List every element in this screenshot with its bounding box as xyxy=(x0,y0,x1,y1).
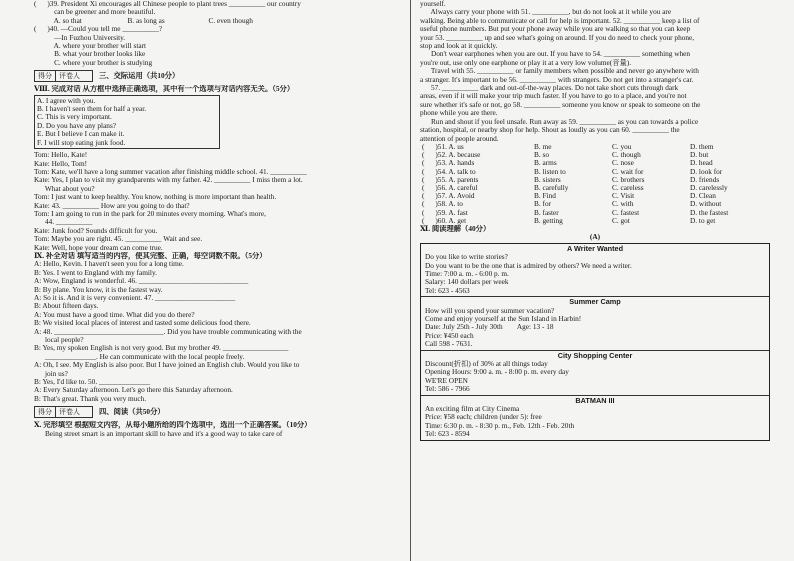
dialog-line: Tom: Maybe you are right. 45. __________ Wait and see. xyxy=(34,235,203,244)
ad-line: Tel: 623 - 4563 xyxy=(425,286,470,295)
option-cell: B. faster xyxy=(534,207,559,217)
dialog-line: B: Yes. I went to England with my family. xyxy=(34,268,157,277)
passage-start: Being street smart is an important skill to have and it's a good way to take care of xyxy=(34,429,283,438)
ad-line: Time: 7:00 a. m. - 6:00 p. m. xyxy=(425,269,509,278)
option-cell: ( )56. A. careful xyxy=(422,182,478,192)
ad-line: Price: ¥450 each xyxy=(425,331,474,340)
ad-line: Discount(折扣) of 30% at all things today xyxy=(425,360,548,369)
dialog-line: B: About fifteen days. xyxy=(34,302,99,311)
option-cell: ( )55. A. parents xyxy=(422,174,479,184)
dialog-line: ______________. He can communicate with the local people freely. xyxy=(34,352,245,361)
dialog-line: A: You must have a good time. What did you do there? xyxy=(34,310,195,319)
score-label: 得分 xyxy=(35,407,56,417)
ad-title: A Writer Wanted xyxy=(566,243,624,253)
ad-line: An exciting film at City Cinema xyxy=(425,405,520,414)
option-cell: C. you xyxy=(612,141,632,151)
dialog-line: A: So it is. And it is very convenient. 47. ______________________ xyxy=(34,294,236,302)
question-line: A. so that B. as long as C. even though xyxy=(34,16,253,25)
cloze-options xyxy=(420,143,766,225)
option-cell: ( )54. A. talk to xyxy=(422,166,476,176)
question-line: ( )39. President Xi encourages all Chinese people to plant trees __________ our country xyxy=(34,0,301,8)
option-cell: C. with xyxy=(612,199,634,209)
option-item: D. Do you have any plans? xyxy=(37,121,117,130)
option-item: F. I will stop eating junk food. xyxy=(37,138,126,147)
ad-line: Tel: 586 - 7966 xyxy=(425,385,470,394)
section-9-title: Ⅸ. 补全对话 填写适当的内容，使其完整、正确，每空词数不限。（5分） xyxy=(34,251,267,260)
dialog-line: Tom: I am going to run in the park for 20 minutes every morning. What's more, xyxy=(34,209,266,218)
dialog-line: A: Hello, Kevin. I haven't seen you for a long time. xyxy=(34,260,184,269)
section-11-title: Ⅺ. 阅读理解（40分） xyxy=(420,224,491,233)
ad-line: Salary: 140 dollars per week xyxy=(425,278,509,287)
option-cell: D. to get xyxy=(690,215,716,225)
ad-title: Summer Camp xyxy=(569,297,621,307)
option-cell: ( )53. A. hands xyxy=(422,158,475,168)
option-cell: C. brothers xyxy=(612,174,645,184)
option-cell: C. wait for xyxy=(612,166,644,176)
option-cell: C. nose xyxy=(612,158,634,168)
section-3-header xyxy=(34,69,396,83)
section-4-title: 四、阅读（共50分） xyxy=(99,407,165,417)
passage-line: areas, even if it will make your trip much faster. If you have to go to a place, and you're not xyxy=(420,92,687,101)
left-column xyxy=(34,0,396,438)
dialog-line: What about you? xyxy=(34,184,95,193)
option-cell: B. carefully xyxy=(534,182,569,192)
score-box xyxy=(34,70,93,82)
passage-line: stop and look at it quickly. xyxy=(420,42,498,51)
score-label: 得分 xyxy=(35,71,56,81)
section-4-header xyxy=(34,405,396,419)
part-a-label: (A) xyxy=(589,232,601,242)
option-cell: C. fastest xyxy=(612,207,640,217)
option-cell: D. Clean xyxy=(690,191,716,201)
option-cell: ( )58. A. to xyxy=(422,199,463,209)
ad-line: WE'RE OPEN xyxy=(425,376,468,385)
option-cell: D. the fastest xyxy=(690,207,729,217)
score-box-2 xyxy=(34,406,93,418)
option-cell: D. friends xyxy=(690,174,720,184)
option-cell: C. got xyxy=(612,215,630,225)
dialog-line: 44. __________ xyxy=(34,218,93,227)
ad-line: Call 598 - 7631. xyxy=(425,340,473,349)
passage-line: station, hospital, or nearby shop for help. Shout as loudly as you can 60. __________ the xyxy=(420,126,680,135)
dialog-line: Kate: Hello, Tom! xyxy=(34,159,88,168)
ad-section xyxy=(421,297,769,350)
dialog-line: A: Oh, I see. My English is also poor. But I have joined an English club. Would you like to xyxy=(34,361,300,370)
option-cell: D. them xyxy=(690,141,714,151)
option-cell: D. but xyxy=(690,150,709,160)
dialog-line: Tom: I just want to keep healthy. You know, nothing is more important than health. xyxy=(34,193,277,202)
option-cell: C. careless xyxy=(612,182,644,192)
ad-title: City Shopping Center xyxy=(557,350,633,360)
options-box xyxy=(34,95,220,149)
option-cell: ( )51. A. us xyxy=(422,141,464,151)
ad-line: Date: July 25th - July 30th Age: 13 - 18 xyxy=(425,323,554,332)
dialog-line: B: Yes, my spoken English is not very good. But my brother 49. __________________ xyxy=(34,344,289,353)
dialog-line: A: 48. ______________________________. Did you have trouble communicating with the xyxy=(34,327,302,336)
ad-section xyxy=(421,396,769,440)
question-line: ( )40. —Could you tell me __________? xyxy=(34,25,163,34)
passage-line: phone while you are there. xyxy=(420,109,498,118)
ad-line: Come and enjoy yourself at the Sun Island in Harbin! xyxy=(425,315,582,323)
option-item: A. I agree with you. xyxy=(37,96,96,105)
dialog-line: Kate: Well, hope your dream can come true. xyxy=(34,243,163,252)
option-cell: ( )60. A. get xyxy=(422,215,467,225)
question-line: can be greener and more beautiful. xyxy=(34,8,156,17)
dialog-line: Kate: Yes, I plan to visit my grandparents with my father. 42. __________ I miss them a lot. xyxy=(34,176,303,185)
grader-label: 评卷人 xyxy=(59,408,80,417)
dialog-line: A: Wow, England is wonderful. 46. ______________________________ xyxy=(34,277,249,286)
option-cell: B. arms xyxy=(534,158,557,168)
option-cell: C. Visit xyxy=(612,191,635,201)
passage-line: Run and shout if you feel unsafe. Run away as 59. __________ as you can towards a police xyxy=(420,117,699,126)
ad-line: Price: ¥58 each; children (under 5): free xyxy=(425,413,542,422)
dialog-line: Tom: Kate, we'll have a long summer vacation after finishing middle school. 41. __________ xyxy=(34,167,307,176)
ad-line: Opening Hours: 9:00 a. m. - 8:00 p. m. every day xyxy=(425,368,569,377)
dialog-line: B: By plane. You know, it is the fastest way. xyxy=(34,285,163,294)
dialog-line: Kate: Junk food? Sounds difficult for you. xyxy=(34,226,158,235)
question-line: B. what your brother looks like xyxy=(34,50,146,59)
ad-line: Tel: 623 - 8594 xyxy=(425,430,470,439)
passage-line: useful phone numbers. But put your phone away while you are walking so that you can keep xyxy=(420,25,691,34)
ad-line: Do you like to write stories? xyxy=(425,253,508,262)
option-row xyxy=(420,217,766,225)
dialog-line: local people? xyxy=(34,336,84,345)
option-cell: C. though xyxy=(612,150,641,160)
passage-line: 57. __________ dark and out-of-the-way places. Do not take short cuts through dark xyxy=(420,84,679,93)
dialog-line: Kate: 43. __________ How are you going to do that? xyxy=(34,201,190,210)
dialog-line: Tom: Hello, Kate! xyxy=(34,151,88,160)
passage-line: Always carry your phone with 51. __________, but do not look at it while you are xyxy=(420,8,672,17)
passage-line: you're out, use only one earphone or play it at a very low volume(音量). xyxy=(420,58,632,67)
option-item: B. I haven't seen them for half a year. xyxy=(37,105,147,114)
dialog-line: join us? xyxy=(34,369,68,378)
passage-line: a stranger. It's important to be 56. __________ with strangers. Do not get into a stranger's car. xyxy=(420,75,694,84)
option-item: C. This is very important. xyxy=(37,113,112,122)
section-10-title: Ⅹ. 完形填空 根据短文内容，从每小题所给的四个选项中，选出一个正确答案。（10分） xyxy=(34,421,312,430)
dialog-line: A: Every Saturday afternoon. Let's go there this Saturday afternoon. xyxy=(34,386,233,395)
option-cell: B. listen to xyxy=(534,166,566,176)
dialog-line: B: That's great. Thank you very much. xyxy=(34,394,147,403)
ad-line: How will you spend your summer vacation? xyxy=(425,306,555,315)
ad-line: Do you want to be the one that is admired by others? We need a writer. xyxy=(425,261,632,270)
column-divider xyxy=(410,0,411,561)
question-39-40 xyxy=(34,0,396,67)
grader-label: 评卷人 xyxy=(59,72,80,81)
option-cell: B. for xyxy=(534,199,552,209)
passage-line: yourself. xyxy=(420,0,446,8)
dialog-1 xyxy=(34,151,396,252)
section-8-title: Ⅷ. 完成对话 从方框中选择正确选项，其中有一个选项与对话内容无关。（5分） xyxy=(34,85,295,94)
dialog-line: B: We visited local places of interest and tasted some delicious food there. xyxy=(34,319,251,328)
passage-line: walking. Being able to communicate or call for help is important. 52. __________ keep a list of xyxy=(420,16,700,25)
section-3-title: 三、交际运用（共10分） xyxy=(99,71,180,81)
ad-section xyxy=(421,351,769,396)
option-cell: B. getting xyxy=(534,215,563,225)
ad-section xyxy=(421,244,769,297)
ad-title: BATMAN III xyxy=(575,395,615,405)
cloze-passage xyxy=(420,0,770,143)
option-cell: B. me xyxy=(534,141,552,151)
question-line: A. where your brother will start xyxy=(34,42,147,51)
option-cell: B. sisters xyxy=(534,174,561,184)
passage-line: Don't wear earphones when you are out. If you have to 54. __________ something when xyxy=(420,50,691,59)
option-cell: D. head xyxy=(690,158,713,168)
option-cell: D. look for xyxy=(690,166,723,176)
passage-line: your 53. __________ up and see what's going on around. If you do need to check your phone, xyxy=(420,33,695,42)
ads-box xyxy=(420,243,770,441)
passage-line: Travel with 55. __________ or family members when possible and never go anywhere with xyxy=(420,67,699,76)
dialog-2 xyxy=(34,260,396,403)
question-line: C. where your brother is studying xyxy=(34,58,153,67)
ad-line: Time: 6:30 p. m. - 8:30 p. m., Feb. 12th - Feb. 20th xyxy=(425,421,575,430)
dialog-line: B: Yes, I'd like to. 50. ______________ xyxy=(34,378,151,387)
passage-line: attention of people around. xyxy=(420,134,499,143)
right-column xyxy=(420,0,770,441)
option-cell: B. so xyxy=(534,150,550,160)
option-cell: ( )57. A. Avoid xyxy=(422,191,475,201)
option-cell: ( )52. A. because xyxy=(422,150,481,160)
option-item: E. But I believe I can make it. xyxy=(37,130,125,139)
option-cell: B. Find xyxy=(534,191,556,201)
question-line: —In Fuzhou University. xyxy=(34,33,126,42)
option-cell: ( )59. A. fast xyxy=(422,207,468,217)
option-cell: D. carelessly xyxy=(690,182,728,192)
option-cell: D. without xyxy=(690,199,722,209)
passage-line: sure whether it's safe or not, go 58. __________ someone you know or speak to someone on the xyxy=(420,100,701,109)
